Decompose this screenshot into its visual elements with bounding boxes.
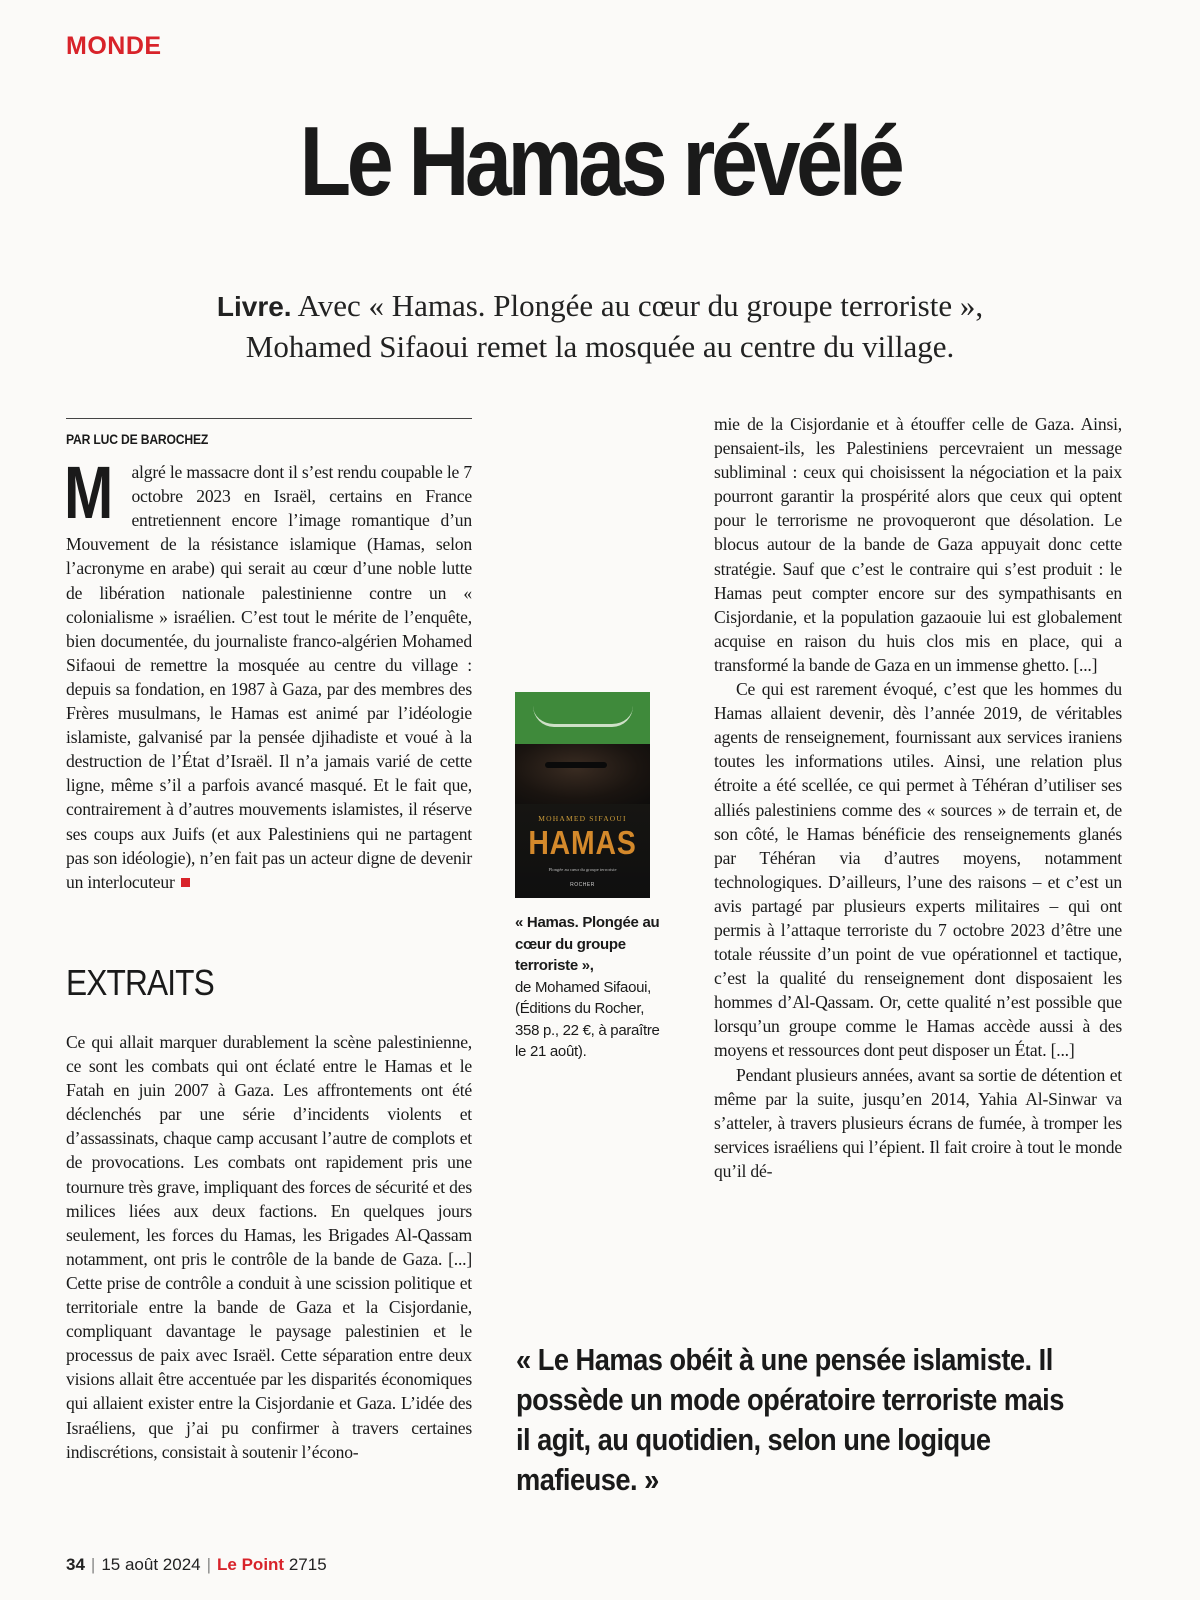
deck <box>80 286 1120 367</box>
headline: Le Hamas révélé <box>299 106 901 216</box>
intro-text: algré le massacre dont il s’est rendu coupable le 7 octobre 2023 en Israël, certains en France entretiennent encore l’image romantique d’un Mouvement de la résistance islamique (Hamas, selon l’acronyme en arabe) qui serait au cœur d’une noble lutte de libération nationale palestinienne contre un « colonialisme » israélien. C’est tout le mérite de l’enquête, bien documentée, du journaliste franco-algérien Mohamed Sifaoui de remettre la mosquée au centre du village : depuis sa fondation, en 1987 à Gaza, par des membres des Frères musulmans, le Hamas est animé par l’idéologie islamiste, galvanisé par la pensée djihadiste et voué à la destruction de l’État d’Israël. Il n’a jamais varié de cette ligne, même s’il a parfois avancé masqué. Et le fait que, contrairement à d’autres mouvements islamistes, il réserve ses coups aux Juifs (et aux Palestiniens qui ne partagent pas son idéologie), n’en fait pas un acteur digne de devenir un interlocuteur <box>66 462 472 892</box>
cover-eyes <box>545 762 607 768</box>
cover-publisher: ROCHER <box>570 882 595 888</box>
cover-author: MOHAMED SIFAOUI <box>538 814 627 823</box>
caption-title: « Hamas. Plongée au cœur du groupe terroriste », <box>515 914 660 974</box>
page-footer <box>66 1555 327 1575</box>
byline-rule <box>66 418 472 419</box>
dropcap: M <box>64 451 114 535</box>
cover-title: HAMAS <box>528 824 637 861</box>
cover-headband-script <box>533 706 633 727</box>
issue-date: 15 août 2024 <box>101 1555 201 1574</box>
page-number: 34 <box>66 1555 85 1574</box>
issue-number: 2715 <box>288 1555 327 1574</box>
extract-right-column <box>714 412 1122 1183</box>
book-caption <box>515 912 663 1063</box>
section-label: MONDE <box>66 32 162 60</box>
footer-separator-2: | <box>206 1555 212 1574</box>
extract-left-text: Ce qui allait marquer durablement la scène palestinienne, ce sont les combats qui ont éclaté entre le Hamas et le Fatah en juin 2007 à Gaza. Les affrontements ont été déclenchés par une série d’incidents violents et d’assassinats, chaque camp accusant l’autre de complots et de provocations. Les combats ont rapidement pris une tournure très grave, impliquant des forces de sécurité et des milices liées aux deux factions. En quelques jours seulement, les forces du Hamas, les Brigades Al-Qassam notamment, ont pris le contrôle de la bande de Gaza. [...] Cette prise de contrôle a conduit à une scission politique et territoriale entre la bande de Gaza et la Cisjordanie, compliquant davantage le paysage palestinien et le processus de paix avec Israël. Cette séparation entre deux visions allait être accentuée par les disparités économiques qui allaient exister entre la Cisjordanie et Gaza. L’idée des Israéliens, que j’ai pu confirmer à travers certaines indiscrétions, consistait à soutenir l’écono- <box>66 1032 472 1462</box>
cover-subtitle: Plongée au cœur du groupe terroriste <box>548 867 617 872</box>
cover-masked-face <box>515 744 650 804</box>
byline: PAR LUC DE BAROCHEZ <box>66 432 209 447</box>
footer-separator: | <box>90 1555 96 1574</box>
extract-left-column <box>66 1030 472 1464</box>
deck-line-1: Avec « Hamas. Plongée au cœur du groupe terroriste », <box>297 288 984 323</box>
extracts-heading: EXTRAITS <box>66 962 214 1003</box>
extract-right-paragraph-1: mie de la Cisjordanie et à étouffer celle de Gaza. Ainsi, pensaient-ils, les Palestiniens percevraient un message subliminal : ceux qui choisissent la négociation et la paix pourront garantir la prospérité alors que ceux qui optent pour le terrorisme ne provoqueront que désolation. Le blocus autour de la bande de Gaza appuyait donc cette stratégie. Sauf que c’est le contraire qui s’est produit : le Hamas peut compter encore sur des sympathisants en Cisjordanie, et la population gazaouie lui est globalement acquise en raison du huis clos mis en place, qui a transformé la bande de Gaza en un immense ghetto. [...] <box>714 414 1122 675</box>
extract-right-paragraph-3: Pendant plusieurs années, avant sa sortie de détention et même par la suite, jusqu’en 2014, Yahia Al-Sinwar va s’atteler, à travers plusieurs écrans de fumée, à tromper les services israéliens qui l’épient. Il fait croire à tout le monde qu’il dé- <box>714 1064 1122 1181</box>
book-cover-image <box>515 692 650 898</box>
extract-right-paragraph-2: Ce qui est rarement évoqué, c’est que les hommes du Hamas allaient devenir, dès l’année 2019, de véritables agents de renseignement, fournissant aux services iraniens toutes les informations utiles. Ainsi, une relation plus étroite a été scellée, ce qui permet à Téhéran d’utiliser ses alliés palestiniens comme des « sources » de terrain et, de son côté, le Hamas bénéficie des renseignements glanés par Téhéran via d’autres moyens, notamment technologiques. D’ailleurs, l’une des raisons – et c’est un avis partagé par plusieurs experts militaires – qui ont permis à l’attaque terroriste du 7 octobre 2023 d’être une totale réussite d’un point de vue opérationnel et tactique, c’est la qualité du renseignement dont disposaient les hommes d’Al-Qassam. Or, cette qualité n’est possible que lorsqu’un groupe comme le Hamas accède aussi à des moyens et ressources dont peut disposer un État. [...] <box>714 679 1122 1061</box>
deck-kicker: Livre. <box>216 291 292 322</box>
caption-details: de Mohamed Sifaoui, (Éditions du Rocher, 358 p., 22 €, à paraître le 21 août). <box>515 978 660 1060</box>
deck-line-2: Mohamed Sifaoui remet la mosquée au centre du village. <box>245 329 955 364</box>
end-mark-icon <box>181 878 190 887</box>
magazine-brand: Le Point <box>217 1555 285 1574</box>
intro-paragraph <box>64 451 472 894</box>
pullquote: « Le Hamas obéit à une pensée islamiste. Il possède un mode opératoire terroriste mais il agit, au quotidien, selon une logique mafieuse. » <box>516 1342 1064 1497</box>
intro-column <box>66 418 472 894</box>
